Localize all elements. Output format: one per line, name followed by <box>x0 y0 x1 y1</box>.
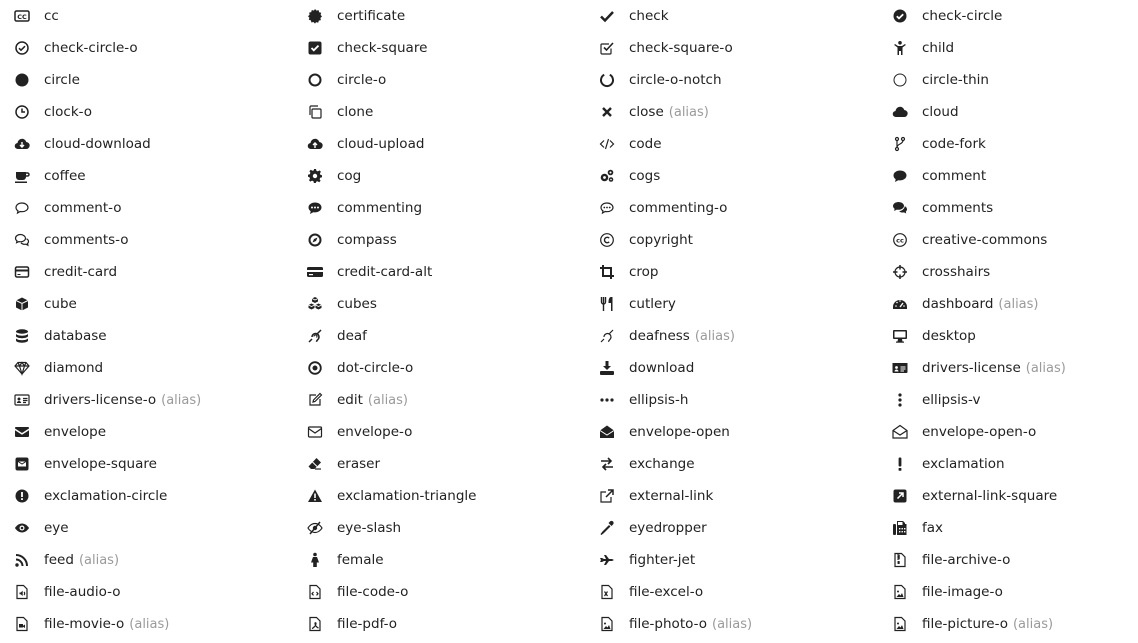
ellipsis-v-icon <box>892 392 908 408</box>
comment-o-icon <box>14 200 30 216</box>
icon-entry-deafness[interactable] <box>585 320 735 352</box>
alias-tag: (alias) <box>78 552 120 568</box>
icon-entry-envelope-open-o[interactable] <box>878 416 1036 448</box>
icon-entry-label: comment <box>922 168 987 184</box>
envelope-open-icon <box>599 424 615 440</box>
ellipsis-h-icon <box>599 392 615 408</box>
icon-entry-file-movie-o[interactable] <box>0 608 169 640</box>
icon-entry-comment[interactable] <box>878 160 986 192</box>
compass-icon <box>307 232 323 248</box>
icon-entry-certificate[interactable] <box>293 0 405 32</box>
icon-entry-label: file-code-o <box>337 584 409 600</box>
icon-entry-eyedropper[interactable] <box>585 512 707 544</box>
check-square-icon <box>307 40 323 56</box>
deafness-icon <box>599 328 615 344</box>
diamond-icon <box>14 360 30 376</box>
file-photo-o-icon <box>599 616 615 632</box>
eyedropper-icon <box>599 520 615 536</box>
icon-entry-envelope-o[interactable] <box>293 416 412 448</box>
icon-entry-label: ellipsis-v <box>922 392 981 408</box>
circle-o-icon <box>307 72 323 88</box>
code-fork-icon <box>892 136 908 152</box>
icon-entry-drivers-license-o[interactable] <box>0 384 201 416</box>
icon-entry-desktop[interactable] <box>878 320 976 352</box>
envelope-square-icon <box>14 456 30 472</box>
icon-entry-label: feed <box>44 552 74 568</box>
icon-entry-label: drivers-license <box>922 360 1021 376</box>
icon-entry-label: circle-o <box>337 72 387 88</box>
icon-entry-child[interactable] <box>878 32 954 64</box>
icon-entry-file-image-o[interactable] <box>878 576 1003 608</box>
icon-entry-file-archive-o[interactable] <box>878 544 1010 576</box>
icon-entry-label: code-fork <box>922 136 986 152</box>
cubes-icon <box>307 296 323 312</box>
drivers-license-icon <box>892 360 908 376</box>
icon-entry-download[interactable] <box>585 352 694 384</box>
cloud-download-icon <box>14 136 30 152</box>
icon-entry-label: file-excel-o <box>629 584 704 600</box>
icon-entry-dashboard[interactable] <box>878 288 1039 320</box>
icon-entry-label: circle-o-notch <box>629 72 722 88</box>
icon-entry-label: database <box>44 328 107 344</box>
creative-commons-icon <box>892 232 908 248</box>
icon-entry-label: dot-circle-o <box>337 360 414 376</box>
icon-entry-label: copyright <box>629 232 693 248</box>
icon-entry-label: clone <box>337 104 374 120</box>
icon-entry-exclamation-circle[interactable] <box>0 480 167 512</box>
desktop-icon <box>892 328 908 344</box>
icon-entry-label: edit <box>337 392 363 408</box>
deaf-icon <box>307 328 323 344</box>
icon-entry-label: cloud-upload <box>337 136 425 152</box>
icon-entry-label: eye <box>44 520 69 536</box>
icon-entry-file-audio-o[interactable] <box>0 576 120 608</box>
alias-tag: (alias) <box>712 616 753 632</box>
icon-entry-label: check-square <box>337 40 428 56</box>
icon-entry-commenting-o[interactable] <box>585 192 727 224</box>
icon-entry-crosshairs[interactable] <box>878 256 990 288</box>
icon-entry-label: cog <box>337 168 362 184</box>
icon-entry-file-code-o[interactable] <box>293 576 408 608</box>
icon-entry-label: cubes <box>337 296 377 312</box>
icon-entry-label: eraser <box>337 456 381 472</box>
icon-entry-feed[interactable] <box>0 544 119 576</box>
icon-entry-envelope-open[interactable] <box>585 416 730 448</box>
icon-entry-check-square[interactable] <box>293 32 427 64</box>
icon-entry-cloud-download[interactable] <box>0 128 151 160</box>
icon-entry-label: envelope-open-o <box>922 424 1037 440</box>
certificate-icon <box>307 8 323 24</box>
icon-entry-label: file-picture-o <box>922 616 1008 632</box>
close-icon <box>599 104 615 120</box>
icon-entry-clock-o[interactable] <box>0 96 92 128</box>
icon-entry-label: cloud-download <box>44 136 151 152</box>
icon-entry-exchange[interactable] <box>585 448 695 480</box>
icon-entry-label: commenting-o <box>629 200 728 216</box>
icon-entry-label: cloud <box>922 104 959 120</box>
icon-entry-ellipsis-v[interactable] <box>878 384 980 416</box>
icon-entry-label: envelope-square <box>44 456 157 472</box>
icon-entry-code[interactable] <box>585 128 662 160</box>
icon-entry-cutlery[interactable] <box>585 288 676 320</box>
icon-entry-label: circle-thin <box>922 72 989 88</box>
icon-entry-cc[interactable] <box>0 0 59 32</box>
file-picture-o-icon <box>892 616 908 632</box>
icon-entry-label: check-circle-o <box>44 40 138 56</box>
icon-entry-external-link-square[interactable] <box>878 480 1057 512</box>
circle-o-notch-icon <box>599 72 615 88</box>
alias-tag: (alias) <box>998 296 1039 312</box>
check-circle-o-icon <box>14 40 30 56</box>
crop-icon <box>599 264 615 280</box>
icon-entry-label: commenting <box>337 200 423 216</box>
icon-entry-label: dashboard <box>922 296 994 312</box>
fighter-jet-icon <box>599 552 615 568</box>
dashboard-icon <box>892 296 908 312</box>
icon-entry-file-picture-o[interactable] <box>878 608 1053 640</box>
icon-entry-diamond[interactable] <box>0 352 103 384</box>
circle-icon <box>14 72 30 88</box>
icon-entry-fighter-jet[interactable] <box>585 544 695 576</box>
icon-entry-label: close <box>629 104 664 120</box>
icon-entry-eye-slash[interactable] <box>293 512 401 544</box>
coffee-icon <box>14 168 30 184</box>
exclamation-icon <box>892 456 908 472</box>
icon-entry-label: eyedropper <box>629 520 707 536</box>
icon-entry-envelope-square[interactable] <box>0 448 157 480</box>
icon-entry-file-pdf-o[interactable] <box>293 608 397 640</box>
icon-entry-cog[interactable] <box>293 160 361 192</box>
circle-thin-icon <box>892 72 908 88</box>
crosshairs-icon <box>892 264 908 280</box>
check-circle-icon <box>892 8 908 24</box>
credit-card-alt-icon <box>307 264 323 280</box>
eye-slash-icon <box>307 520 323 536</box>
icon-entry-label: ellipsis-h <box>629 392 689 408</box>
icon-entry-ellipsis-h[interactable] <box>585 384 688 416</box>
icon-entry-label: certificate <box>337 8 406 24</box>
cogs-icon <box>599 168 615 184</box>
commenting-o-icon <box>599 200 615 216</box>
cog-icon <box>307 168 323 184</box>
external-link-square-icon <box>892 488 908 504</box>
icon-entry-envelope[interactable] <box>0 416 106 448</box>
check-square-o-icon <box>599 40 615 56</box>
check-icon <box>599 8 615 24</box>
exclamation-triangle-icon <box>307 488 323 504</box>
icon-entry-edit[interactable] <box>293 384 408 416</box>
icon-entry-comment-o[interactable] <box>0 192 122 224</box>
eye-icon <box>14 520 30 536</box>
icon-entry-cogs[interactable] <box>585 160 660 192</box>
icon-entry-label: creative-commons <box>922 232 1048 248</box>
alias-tag: (alias) <box>161 392 202 408</box>
icon-entry-circle-thin[interactable] <box>878 64 989 96</box>
file-archive-o-icon <box>892 552 908 568</box>
alias-tag: (alias) <box>367 392 408 408</box>
icon-entry-check-square-o[interactable] <box>585 32 733 64</box>
icon-entry-close[interactable] <box>585 96 709 128</box>
icon-entry-copyright[interactable] <box>585 224 693 256</box>
icon-entry-cloud-upload[interactable] <box>293 128 424 160</box>
icon-entry-check-circle-o[interactable] <box>0 32 138 64</box>
database-icon <box>14 328 30 344</box>
commenting-icon <box>307 200 323 216</box>
cloud-icon <box>892 104 908 120</box>
icon-entry-label: download <box>629 360 695 376</box>
icon-entry-deaf[interactable] <box>293 320 367 352</box>
icon-entry-cubes[interactable] <box>293 288 377 320</box>
file-image-o-icon <box>892 584 908 600</box>
icon-entry-eraser[interactable] <box>293 448 380 480</box>
comments-icon <box>892 200 908 216</box>
cutlery-icon <box>599 296 615 312</box>
drivers-license-o-icon <box>14 392 30 408</box>
icon-entry-label: crosshairs <box>922 264 991 280</box>
icon-entry-database[interactable] <box>0 320 107 352</box>
comments-o-icon <box>14 232 30 248</box>
icon-entry-comments-o[interactable] <box>0 224 129 256</box>
icon-entry-circle-o[interactable] <box>293 64 386 96</box>
icon-entry-label: exchange <box>629 456 695 472</box>
icon-entry-label: fax <box>922 520 944 536</box>
icon-entry-label: check-square-o <box>629 40 733 56</box>
icon-entry-check[interactable] <box>585 0 669 32</box>
icon-entry-credit-card-alt[interactable] <box>293 256 432 288</box>
icon-entry-label: female <box>337 552 384 568</box>
icon-entry-label: cc <box>44 8 59 24</box>
envelope-icon <box>14 424 30 440</box>
icon-entry-label: file-pdf-o <box>337 616 397 632</box>
icon-entry-circle-o-notch[interactable] <box>585 64 722 96</box>
icon-entry-label: cube <box>44 296 77 312</box>
icon-entry-creative-commons[interactable] <box>878 224 1047 256</box>
svg-text:CC: CC <box>17 13 27 21</box>
icon-entry-exclamation[interactable] <box>878 448 1005 480</box>
icon-entry-label: deafness <box>629 328 690 344</box>
download-icon <box>599 360 615 376</box>
child-icon <box>892 40 908 56</box>
icon-entry-drivers-license[interactable] <box>878 352 1066 384</box>
female-icon <box>307 552 323 568</box>
icon-entry-cloud[interactable] <box>878 96 959 128</box>
icon-entry-label: cutlery <box>629 296 676 312</box>
copyright-icon <box>599 232 615 248</box>
dot-circle-o-icon <box>307 360 323 376</box>
credit-card-icon <box>14 264 30 280</box>
icon-entry-label: comments-o <box>44 232 129 248</box>
icon-entry-label: credit-card-alt <box>337 264 433 280</box>
eraser-icon <box>307 456 323 472</box>
clone-icon <box>307 104 323 120</box>
icon-entry-label: clock-o <box>44 104 93 120</box>
icon-entry-eye[interactable] <box>0 512 69 544</box>
icon-entry-coffee[interactable] <box>0 160 86 192</box>
icon-entry-label: file-image-o <box>922 584 1003 600</box>
icon-entry-label: compass <box>337 232 397 248</box>
icon-entry-fax[interactable] <box>878 512 943 544</box>
icon-entry-label: exclamation-triangle <box>337 488 477 504</box>
feed-icon <box>14 552 30 568</box>
alias-tag: (alias) <box>694 328 735 344</box>
icon-entry-label: credit-card <box>44 264 118 280</box>
icon-entry-label: envelope-open <box>629 424 730 440</box>
icon-entry-label: file-audio-o <box>44 584 121 600</box>
icon-entry-file-excel-o[interactable] <box>585 576 703 608</box>
icon-entry-label: desktop <box>922 328 976 344</box>
envelope-o-icon <box>307 424 323 440</box>
icon-entry-circle[interactable] <box>0 64 80 96</box>
icon-entry-label: child <box>922 40 955 56</box>
icon-entry-external-link[interactable] <box>585 480 713 512</box>
icon-entry-label: diamond <box>44 360 104 376</box>
alias-tag: (alias) <box>1012 616 1054 632</box>
icon-entry-label: file-photo-o <box>629 616 708 632</box>
cc-icon <box>14 8 30 24</box>
file-audio-o-icon <box>14 584 30 600</box>
icon-entry-file-photo-o[interactable] <box>585 608 752 640</box>
edit-icon <box>307 392 323 408</box>
icon-entry-code-fork[interactable] <box>878 128 986 160</box>
icon-entry-label: comment-o <box>44 200 122 216</box>
icon-entry-crop[interactable] <box>585 256 659 288</box>
icon-entry-commenting[interactable] <box>293 192 422 224</box>
cube-icon <box>14 296 30 312</box>
icon-entry-label: external-link <box>629 488 714 504</box>
icon-entry-comments[interactable] <box>878 192 993 224</box>
icon-entry-label: eye-slash <box>337 520 402 536</box>
icon-entry-clone[interactable] <box>293 96 373 128</box>
code-icon <box>599 136 615 152</box>
exchange-icon <box>599 456 615 472</box>
svg-text:cc: cc <box>896 236 904 245</box>
file-excel-o-icon <box>599 584 615 600</box>
icon-entry-label: external-link-square <box>922 488 1058 504</box>
cloud-upload-icon <box>307 136 323 152</box>
icon-entry-credit-card[interactable] <box>0 256 117 288</box>
icon-entry-label: deaf <box>337 328 367 344</box>
alias-tag: (alias) <box>129 616 170 632</box>
icon-entry-label: crop <box>629 264 659 280</box>
icon-entry-label: fighter-jet <box>629 552 696 568</box>
icon-entry-label: coffee <box>44 168 86 184</box>
envelope-open-o-icon <box>892 424 908 440</box>
icon-entry-label: file-movie-o <box>44 616 125 632</box>
icon-entry-label: comments <box>922 200 994 216</box>
file-code-o-icon <box>307 584 323 600</box>
external-link-icon <box>599 488 615 504</box>
icon-entry-label: check <box>629 8 669 24</box>
icon-entry-label: exclamation-circle <box>44 488 168 504</box>
clock-o-icon <box>14 104 30 120</box>
icon-entry-compass[interactable] <box>293 224 397 256</box>
icon-entry-label: file-archive-o <box>922 552 1011 568</box>
file-movie-o-icon <box>14 616 30 632</box>
icon-entry-label: circle <box>44 72 80 88</box>
icon-entry-cube[interactable] <box>0 288 77 320</box>
alias-tag: (alias) <box>1025 360 1066 376</box>
icon-entry-check-circle[interactable] <box>878 0 1002 32</box>
exclamation-circle-icon <box>14 488 30 504</box>
icon-entry-female[interactable] <box>293 544 384 576</box>
icon-entry-label: cogs <box>629 168 661 184</box>
icon-entry-label: envelope <box>44 424 107 440</box>
comment-icon <box>892 168 908 184</box>
icon-entry-label: check-circle <box>922 8 1003 24</box>
icon-entry-dot-circle-o[interactable] <box>293 352 413 384</box>
alias-tag: (alias) <box>668 104 709 120</box>
icon-entry-label: drivers-license-o <box>44 392 157 408</box>
icon-entry-label: envelope-o <box>337 424 413 440</box>
icon-entry-label: exclamation <box>922 456 1005 472</box>
fax-icon <box>892 520 908 536</box>
icon-entry-label: code <box>629 136 662 152</box>
file-pdf-o-icon <box>307 616 323 632</box>
icon-entry-exclamation-triangle[interactable] <box>293 480 476 512</box>
